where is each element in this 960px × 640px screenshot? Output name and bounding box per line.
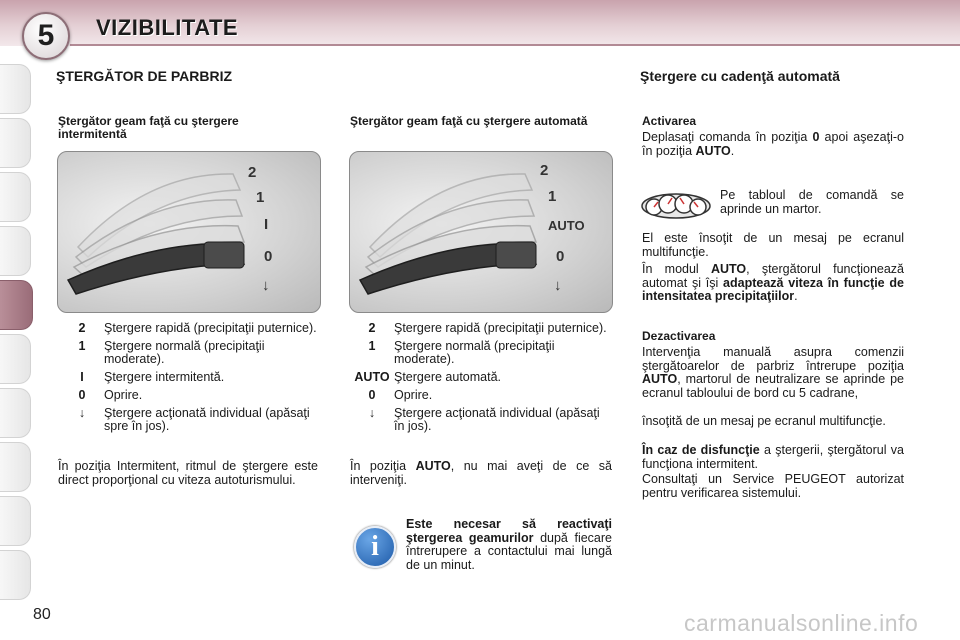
text-bold: adaptează viteza în funcţie de intensitatea precipitaţiilor: [642, 275, 904, 303]
legend-row: [60, 340, 320, 366]
stalk-label: ↓: [554, 277, 562, 294]
info-body: după fiecare întrerupere a contactului mai lungă de un minut.: [406, 530, 612, 572]
legend-row: [350, 340, 612, 366]
text: , martorul de neutralizare se aprinde pe ecranul tabloului de bord cu 5 cadrane,: [642, 372, 904, 400]
stalk-label: 1: [548, 188, 557, 205]
legend-row: [350, 322, 612, 335]
text: apoi aşezaţi-o în poziţia: [642, 130, 904, 158]
note-text: În poziţia: [350, 459, 416, 473]
chapter-tab-active[interactable]: [0, 280, 33, 330]
chapter-badge: 5: [22, 12, 70, 60]
watermark: carmanualsonline.info: [684, 610, 919, 636]
legend-text: Oprire.: [394, 388, 433, 402]
info-box: [350, 518, 612, 578]
text: .: [730, 143, 735, 158]
stalk-label: 0: [556, 248, 565, 265]
chapter-tab[interactable]: [0, 388, 31, 438]
text: a ştergerii, ştergătorul va funcţiona intermitent.: [642, 443, 904, 471]
chapter-tab[interactable]: [0, 550, 31, 600]
stalk-label: AUTO: [548, 218, 585, 233]
chapter-title: VIZIBILITATE: [96, 15, 239, 40]
page-number: 80: [33, 606, 51, 623]
legend-key: 1: [78, 339, 86, 353]
deactivation-p4: Consultaţi un Service PEUGEOT autorizat pentru verificarea sistemului.: [642, 472, 904, 500]
legend-text: Oprire.: [104, 388, 143, 402]
info-icon: i: [354, 526, 396, 568]
stalk-label: ↓: [262, 277, 270, 294]
indicator-text: Pe tabloul de comandă se aprinde un martor.: [720, 188, 904, 216]
chapter-tab[interactable]: [0, 334, 31, 384]
activation-p2: El este însoţit de un mesaj pe ecranul multifuncţie.: [642, 231, 904, 259]
chapter-tab[interactable]: [0, 442, 31, 492]
text: , ştergătorul funcţionează automat şi îşi: [642, 262, 904, 290]
text-bold: AUTO: [695, 143, 731, 158]
section-title: ŞTERGĂTOR DE PARBRIZ: [56, 68, 233, 84]
legend-text: Ştergere acţionată individual (apăsaţi spre în jos).: [104, 406, 310, 433]
text: .: [794, 289, 798, 303]
chapter-tab[interactable]: [0, 118, 31, 168]
text-bold: AUTO: [710, 262, 747, 276]
legend-text: Ştergere normală (precipitaţii moderate).: [104, 339, 265, 366]
wiper-stalk-image-intermittent: [57, 151, 321, 313]
note-text: , nu mai aveţi de ce să interveniţi.: [350, 459, 612, 487]
legend-text: Ştergere normală (precipitaţii moderate).: [394, 339, 555, 366]
legend-text: Ştergere rapidă (precipitaţii puternice).: [104, 321, 317, 335]
text: Intervenţia manuală asupra comenzii ştergătoarelor de parbriz întrerupe poziţia: [642, 345, 904, 373]
legend-key: 2: [78, 321, 86, 335]
legend-key: 0: [78, 388, 86, 402]
deactivation-heading: Dezactivarea: [642, 329, 716, 343]
legend-key: I: [80, 370, 84, 384]
info-text: [406, 518, 612, 572]
stalk-label: 1: [256, 189, 265, 206]
chapter-tab[interactable]: [0, 64, 31, 114]
stalk-label: 2: [540, 162, 549, 179]
stalk-label: 0: [264, 248, 273, 265]
deactivation-p3: [642, 444, 904, 471]
activation-heading: Activarea: [642, 114, 697, 128]
legend-key: ↓: [78, 406, 86, 420]
legend-row: [350, 371, 612, 384]
col2-note: [350, 460, 612, 487]
chapter-tabs: [0, 64, 34, 604]
text: În modul: [642, 262, 711, 276]
legend-row: [350, 407, 612, 433]
text-bold: 0: [812, 130, 820, 144]
col3-title: Ştergere cu cadenţă automată: [640, 68, 840, 84]
legend-text: Ştergere rapidă (precipitaţii puternice).: [394, 321, 607, 335]
stalk-label: 2: [248, 164, 257, 181]
legend-key: 0: [368, 388, 376, 402]
chapter-tab[interactable]: [0, 172, 31, 222]
activation-p1: [642, 131, 904, 158]
col1-note: În poziţia Intermitent, ritmul de ştergere este direct proporţional cu viteza autoturismului.: [58, 459, 318, 487]
text-bold: AUTO: [642, 372, 678, 386]
legend-row: [60, 389, 320, 402]
legend-row: [60, 322, 320, 335]
legend-key: ↓: [368, 406, 376, 420]
col2-legend: [350, 322, 612, 438]
col2-heading: Ştergător geam faţă cu ştergere automată: [350, 114, 588, 128]
legend-text: Ştergere automată.: [394, 370, 502, 384]
stalk-label: I: [264, 216, 269, 233]
header-divider: [70, 44, 960, 46]
text-bold: În caz de disfuncţie: [642, 443, 760, 457]
legend-key: 2: [368, 321, 376, 335]
deactivation-p2: însoţită de un mesaj pe ecranul multifuncţie.: [642, 414, 886, 428]
legend-row: [60, 371, 320, 384]
activation-p3: [642, 263, 904, 304]
info-bold: Este necesar să reactivaţi ştergerea geamurilor: [406, 517, 612, 545]
chapter-tab[interactable]: [0, 496, 31, 546]
legend-row: [350, 389, 612, 402]
wiper-stalk-image-auto: [349, 151, 613, 313]
legend-text: Ştergere intermitentă.: [104, 370, 225, 384]
text: Deplasaţi comanda în poziţia: [642, 130, 813, 144]
legend-key: AUTO: [354, 370, 390, 384]
dashboard-gauges-icon: [640, 190, 712, 220]
legend-key: 1: [368, 339, 376, 353]
col1-legend: [60, 322, 320, 438]
legend-text: Ştergere acţionată individual (apăsaţi în jos).: [394, 406, 600, 433]
deactivation-p1: [642, 346, 904, 400]
note-bold: AUTO: [415, 459, 451, 473]
col1-heading: Ştergător geam faţă cu ştergere intermitentă: [58, 114, 239, 141]
chapter-tab[interactable]: [0, 226, 31, 276]
legend-row: [60, 407, 320, 433]
